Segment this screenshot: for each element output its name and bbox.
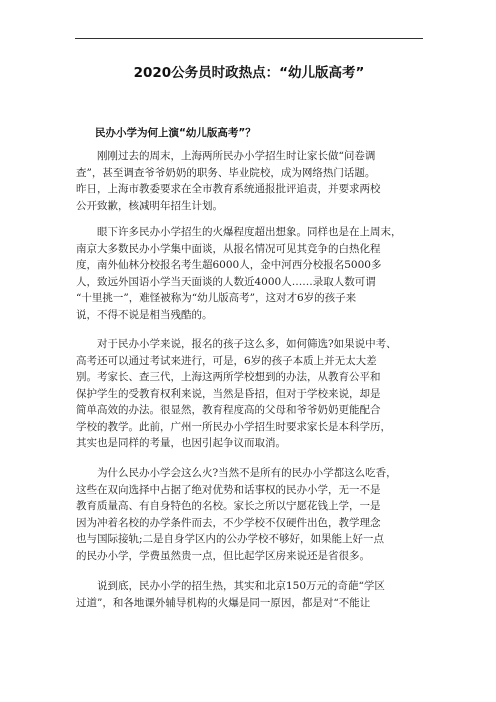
text-line: 学校的教学。此前，广州一所民办小学招生时要求家长是本科学历，	[76, 420, 391, 433]
paragraph-1	[76, 148, 424, 214]
text-line: 对于民办小学来说，报名的孩子这么多，如何筛选?如果说中考、	[76, 338, 397, 350]
text-line: 教育质量高、有自身特色的名校。家长之所以宁愿花钱上学，一是	[76, 500, 381, 512]
paragraph-3	[76, 336, 424, 452]
text-line: “十里挑一”，难怪被称为“幼儿版高考”，这对才6岁的孩子来	[76, 292, 357, 304]
text-line: 说，不得不说是相当残酷的。	[76, 308, 213, 321]
paragraph-2	[76, 224, 424, 323]
text-line: 度，南外仙林分校报名考生超6000人，金中河西分校报名5000多	[76, 259, 382, 271]
text-line: 其实也是同样的考量，也因引起争议而取消。	[76, 437, 286, 449]
text-line: 人，致远外国语小学当天面谈的人数近4000人……录取人数可谓	[76, 275, 376, 288]
text-line: 这些在双向选择中占据了绝对优势和话事权的民办小学，无一不是	[76, 483, 381, 496]
page-title: 2020公务员时政热点：“幼儿版高考”	[133, 65, 365, 81]
text-line: 高考还可以通过考试来进行，可是，6岁的孩子本质上并无太大差	[76, 354, 377, 367]
paragraph-4	[76, 465, 424, 564]
text-line: 因为冲着名校的办学条件而去，不少学校不仅硬件出色，教学理念	[76, 516, 381, 529]
text-line: 说到底，民办小学的招生热，其实和北京150万元的奇葩“学区	[76, 580, 385, 592]
text-line: 过道”，和各地课外辅导机构的火爆是同一原因，都是对“不能让	[76, 596, 371, 609]
text-line: 查”，甚至调查爷爷奶奶的职务、毕业院校，成为网络热门话题。	[76, 166, 376, 179]
text-line: 昨日，上海市教委要求在全市教育系统通报批评追责，并要求两校	[76, 183, 381, 195]
text-line: 简单高效的办法。很显然，教育程度高的父母和爷爷奶奶更能配合	[76, 404, 381, 416]
text-line: 眼下许多民办小学招生的火爆程度超出想象。同样也是在上周末，	[76, 226, 402, 238]
text-line: 公开致歉，核减明年招生计划。	[76, 199, 223, 212]
text-line: 也与国际接轨;二是自身学区内的公办学校不够好，如果能上好一点	[76, 533, 385, 545]
section-subtitle: 民办小学为何上演“幼儿版高考”？	[95, 127, 256, 139]
header-rule	[75, 38, 423, 39]
text-line: 为什么民办小学会这么火?当然不是所有的民办小学都这么吃香，	[76, 467, 397, 479]
text-line: 的民办小学，学费虽然贵一点，但比起学区房来说还是省很多。	[76, 549, 370, 562]
text-line: 别。考家长、查三代，上海这两所学校想到的办法，从教育公平和	[76, 371, 381, 383]
text-line: 南京大多数民办小学集中面谈，从报名情况可见其竞争的白热化程	[76, 242, 381, 255]
text-line: 保护学生的受教育权利来说，当然是昏招，但对于学校来说，却是	[76, 387, 381, 400]
text-line: 刚刚过去的周末，上海两所民办小学招生时让家长做“问卷调	[76, 150, 376, 162]
paragraph-5	[76, 578, 424, 611]
